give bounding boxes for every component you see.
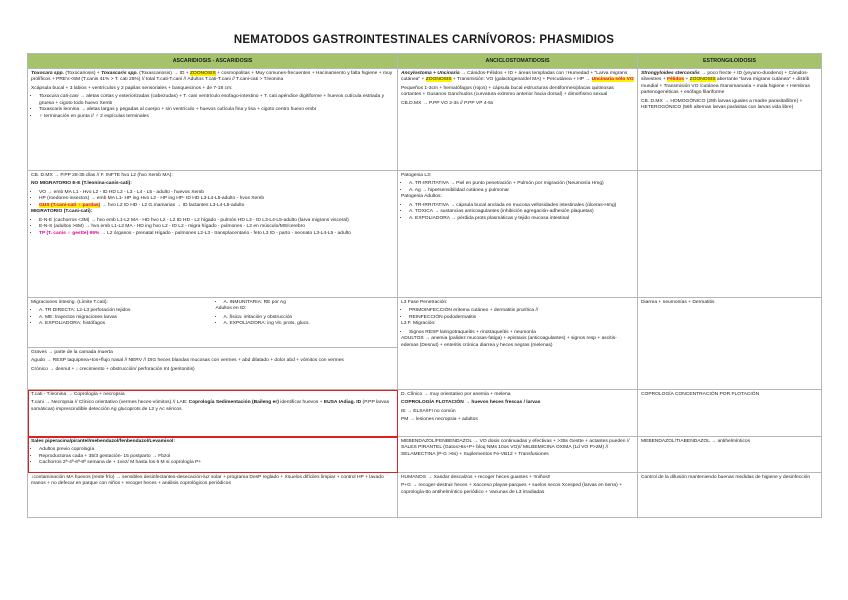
list-item: • A. INMUNITARIA: RE por Ag bbox=[224, 300, 395, 306]
cell-est-clinical: Diarrea + neumonías + Dermatitis bbox=[638, 298, 822, 390]
list-item: • A. TR DIRECTA: L2-L3 perforación tejidos bbox=[39, 308, 210, 314]
asc-migratory-list bbox=[31, 218, 394, 237]
list-item: • Toxocara cati-cani → aletas cortas y exteriorizadas (cabezudas) + T. cani ventrículo esofago-intestino + T. cati apéndice digitiforme + huevos cutícula estriada y gruesa + cigoto todo huevo Xemb bbox=[39, 94, 394, 107]
list-item: • HP (roedores-insectos) → emb MA L1- HP ing Hvo L2 - HP ing HP- ID HD L3-L4-L5-adulto - hvos Xemb bbox=[39, 196, 394, 202]
list-item: • A. TOXICA → sustancias anticoagulantes (inhibición agregación-adhesión plaquetas) bbox=[409, 209, 634, 215]
cell-anc-pathogenesis: Patogenia L3: • A. TR-IRRITATIVA → Piel en punto penetración + Pulmón por migración (Neumonía Hmg) • A. Ag → hipersensibilidad cutánea y pulmonar Patogenia Adultos: • A. TR-IRRITATIVA → cápsula bucal anclada en mucosa vellosidades intestinales (úlceras-Hmg) • A. TOXICA → sustancias anticoagulantes (inhibición agregación-adhesión plaquetas) • A. EXPOLIADORA → pérdida prots plasmáticas y tejido mucosa intestinal bbox=[398, 171, 638, 298]
anc-intro: Ancylostoma + Uncinaria → Cánidos-Félidos + ID + áreas templadas con ↑Humedad + "Larva migrans cutánea" + ZOONOSIS + Transmisión: VO (galactogena/del MA) + Percutánea + HP → Uncinaria sólo VO bbox=[401, 71, 634, 83]
list-item: • A. TR-IRRITATIVA → Piel en punto penetración + Pulmón por migración (Neumonía Hmg) bbox=[409, 181, 634, 187]
cell-est-general bbox=[638, 69, 822, 171]
cell-asc-pathogenesis: Migraciones intesng. (Límite T.cati): • A. TR DIRECTA: L2-L3 perforación tejidos • A. ME: trayectos migraciones larvas • A. EXPOLIADORA: histófagos • A. INMUNITARIA: RE por Ag Adultos en ID: • A. física: irritación y obstrucción • A. EXPOLIADORA: ing Vit. prots, glucs. bbox=[28, 298, 398, 348]
header-ancylostomatidosis: ANCICLOSTOMATIDOSIS bbox=[398, 54, 638, 69]
list-item: • A. EXPOLIADORA → pérdida prots plasmáticas y tejido mucosa intestinal bbox=[409, 216, 634, 222]
anc-morphology: Pequeños 1-3cm + hematófagos (rojos) + cápsula bucal estructuras dentiformes/placas quitinosas cortantes + Gusanos Ganchudos (curvatura extremo anterior hacia dorsal) + dimorfismo sexual bbox=[401, 85, 614, 98]
cell-est-prevention: Control de la difusión manteniendo buenas medidas de higiene y desinfección bbox=[638, 473, 822, 518]
list-item: • REINFECCIÓN pododermatitis bbox=[409, 315, 634, 321]
list-item: • Signos RESP laringotraqueítis + rinotraqueítis + neumonía bbox=[409, 330, 634, 336]
list-item: • E-N-E (cachorros <3M) → hvo emb L1-L2 MA - HD hvo L2 - L2 ID HD - L2 hígado - pulmón HD L3 - ID L3-L4-L5-adulto (larva migrans visceral) bbox=[39, 218, 394, 224]
cell-est-diagnosis: COPROLOGÍA CONCENTRACIÓN POR FLOTACIÓN bbox=[638, 390, 822, 437]
list-item: • A. ME: trayectos migraciones larvas bbox=[39, 315, 210, 321]
list-item: • A. EXPOLIADORA: histófagos bbox=[39, 321, 210, 327]
anc-cycle: CB.D.MX → P.PP VO 2-3s // P.PP VP 4-5s bbox=[401, 100, 494, 106]
list-item: • A. física: irritación y obstrucción bbox=[224, 315, 395, 321]
cell-asc-prevention: ↓contaminación MA huevos (reste frío) → sensibles desinfectantes-desecación-luz solar + programa DesP reglado + Xsuelos difíciles limpiar + control HP + lavado manos + no defecar en parque con niños + recoger heces + análisis coprológicos periódicos bbox=[28, 473, 398, 518]
asc-morphology: Xcápsula bucal + 3 labios + ventrículos y 2 papilas sensoriales + banqueicinos + de 7-18 cm: bbox=[31, 85, 233, 91]
cell-asc-treatment: Sales piperacina/pirantel/mebendazol/fenbendazol/Levamisol: • Adultos previo coprología • Reproductoras cada + 35/3 gestación- 15 postparto → Fbzol • Cachorros 2ª-4ª-6ª-8ª semana de + 1vez/ M hasta los 6 M si coprología P+ bbox=[28, 437, 398, 473]
list-item: • PRIMOINFECCIÓN eritema cutáneo + dermatitis prurítica // bbox=[409, 308, 634, 314]
page-title: NEMATODOS GASTROINTESTINALES CARNÍVOROS: PHASMIDIOS bbox=[233, 34, 615, 46]
list-item: • GUS (T.cani-cati ♀ pardas) → hvo L2 ID HD - L2 G.mamarias → ID lactantes L3-L4-L5-adulto bbox=[39, 203, 394, 209]
table-row bbox=[28, 298, 822, 348]
cell-est-empty bbox=[638, 171, 822, 298]
cell-anc-diagnosis: D. Clínico → muy orientativo por anemia + melena COPROLOGÍA FLOTACIÓN → huevos heces frescas / larvas IE → ELSA/IFI no común PM → lesiones necropsia + adultos bbox=[398, 390, 638, 437]
list-item: • E-N-S (adultos >6M) → hvo emb L1-L2 MA - HD ing hvo L2 - ID L2 - migra hígado - pulmones - L2 en músculo/MS/cerebro bbox=[39, 224, 394, 230]
list-item: • VO → emb MA L1 - Hvo L2 - ID HD L2 - L3 - L4 - L5 - adulto - huevos Xemb bbox=[39, 190, 394, 196]
header-ascaridiosis: ASCARIDIOSIS - ASCARIDOSIS bbox=[28, 54, 398, 69]
header-row bbox=[28, 54, 822, 69]
list-item: • Adultos previo coprología bbox=[39, 447, 394, 453]
list-item: • A. TR-IRRITATIVA → cápsula bucal anclada en mucosa vellosidades intestinales (úlceras-Hmg) bbox=[409, 203, 634, 209]
header-estrongiloidosis: ESTRONGILOIDOSIS bbox=[638, 54, 822, 69]
cell-asc-general bbox=[28, 69, 398, 171]
list-item: • Reproductoras cada + 35/3 gestación- 15 postparto → Fbzol bbox=[39, 454, 394, 460]
asc-intro: Toxocara spp. (Toxocariosis) + Toxascaris spp. (Toxascariosis) → ID + ZOONOSIS + cosmopolitas + Muy comunes-frecuentes + Hacinamiento y falta higiene + muy prolíficos + PREV.<6M (T.canis 41% > T. cati 25%) // total T.cati-T.cani // Adultos T.cati-T.cani // T.cani-cati > T.leonina bbox=[31, 71, 393, 83]
table-row bbox=[28, 437, 822, 473]
list-item: • ♀ terminación en punta // ♂ 2 espículas terminales bbox=[39, 114, 394, 120]
list-item: • TP (T. canis ♀ gestte) 95% → L2 órganos - prenatal Hígado - pulmones L2-L3 - transplacentario - feto L3 ID - parto - neonato L3-L4-L5 - adulto bbox=[39, 231, 394, 237]
cell-anc-prevention: HUMANOS → Xandar descalzos + recoger heces guantes + !!niños!! P+G → recoger-destruir heces + Xacceso playas-parques + suelos secos Xcesped (larvas en tierra) + coprología-tto antihelmíntico periódico + Vacunas de L3 irradiadas bbox=[398, 473, 638, 518]
cell-est-treatment: MEBENDAZOL/TIABENDAZOL → antihelmínticos bbox=[638, 437, 822, 473]
cell-asc-diagnosis: T.cati - T.leonina → Coprología + necropsia T.cani → Necropsia // Clínico orientativo (vermes heces-vómitos) // LAB: Coprología Sedimentación (Baileng er) identificar huevos + EUSA IAdiag. ID (P.PP larvas somáticas) imprescindible detección Ag glucoprots de L2 y Ac séricos bbox=[28, 390, 398, 437]
cell-anc-clinical: L3 Fase Penetración: • PRIMOINFECCIÓN eritema cutáneo + dermatitis prurítica // • REINFECCIÓN pododermatitis L3 F. Migración: • Signos RESP laringotraqueítis + rinotraqueítis + neumonía ADULTOS → anemia (palidez mucosas-fatiga) + epistaxis (anticoagulantes) + signos resp + ascitis-edemas (Desnut) + enteritis crónica diarrea y heces negras (melenas) bbox=[398, 298, 638, 390]
list-item: • A. Ag → hipersensibilidad cutánea y pulmonar bbox=[409, 188, 634, 194]
list-item: • Toxascaris leonina → aletas largas y pegadas al cuerpo + sin ventrículo + huevos cutícula fina y lisa + cigoto centro huevo embr bbox=[39, 107, 394, 113]
est-cycle: CB. D.MX → HOMOGÓNICO (28h larvas iguales a madre parasita/libre) + HETEROGÓNICO (56h alternan larvas parásitas con larvas vida libre) bbox=[641, 98, 803, 111]
cell-anc-treatment: MEBENDAZOL/FENBENDAZOL → VO dosis continuadas y efectivas + >35s Gestte + actantes pueden // SALES PIRANTEL (Gatos>6s+P+ bloq NMs 10os VO)// MILBEMICINA OXIMA (1d VO P>2M) // SELAMECTINA (P-G >6s) + Suplementos Fe-VB12 + Transfusiones bbox=[398, 437, 638, 473]
list-item: • A. EXPOLIADORA: ing Vit. prots, glucs. bbox=[224, 321, 395, 327]
est-intro: Strongyloides stercoralis → poco frecte + ID (yeyuno-duodeno) + Cánidos-silvestres + Félidos + ZOONOSIS aberrante "larva migrans cutánea" + distrib mundial + Transmisión VO /cutánea /transmamaria + mala higiene + Hembras partenogenéticas + esófago filariforme bbox=[641, 71, 810, 96]
cell-asc-clinical: Graves → parte de la camada muerta Agudo → RESP taquipnea+tos+flujo nasal // NERV // DIG heces blandas mucosas con vermes + abd dilatado + dolor abd + vómitos con vermes Crónico → desnut + ↓ crecimiento + obstrucción/ perforación Int (peritonitis) bbox=[28, 348, 398, 390]
table-row bbox=[28, 473, 822, 518]
list-item: • Cachorros 2ª-4ª-6ª-8ª semana de + 1vez/ M hasta los 6 M si coprología P+ bbox=[39, 460, 394, 466]
cell-asc-cycle: CB. D.MX → P.PP 28-35 días // F. INFTE hvo L2 (hvo Xemb MA): NO MIGRATORIO E-E (T.leonina-canis-cati): • VO → emb MA L1 - Hvo L2 - ID HD L2 - L3 - L4 - L5 - adulto - huevos Xemb • HP (roedores-insectos) → emb MA L1- HP ing Hvo L2 - HP ing HP- ID HD L3-L4-L5-adulto - hvos Xemb • GUS (T.cani-cati ♀ pardas) → hvo L2 ID HD - L2 G.mamarias → ID lactantes L3-L4-L5-adulto MIGRATORIO (T.cani-cati): • E-N-E (cachorros <3M) → hvo emb L1-L2 MA - HD hvo L2 - L2 ID HD - L2 hígado - pulmón HD L3 - ID L3-L4-L5-adulto (larva migrans visceral) • E-N-S (adultos >6M) → hvo emb L1-L2 MA - HD ing hvo L2 - ID L2 - migra hígado - pulmones - L2 en músculo/MS/cerebro • TP (T. canis ♀ gestte) 95% → L2 órganos - prenatal Hígado - pulmones L2-L3 - transplacentario - feto L3 ID - parto - neonato L3-L4-L5 - adulto bbox=[28, 171, 398, 298]
asc-species-list bbox=[31, 94, 394, 120]
asc-nonmigratory-list bbox=[31, 190, 394, 209]
table-row bbox=[28, 390, 822, 437]
nematodes-table bbox=[27, 53, 822, 518]
cell-anc-general bbox=[398, 69, 638, 171]
table-row bbox=[28, 69, 822, 171]
table-row bbox=[28, 171, 822, 298]
